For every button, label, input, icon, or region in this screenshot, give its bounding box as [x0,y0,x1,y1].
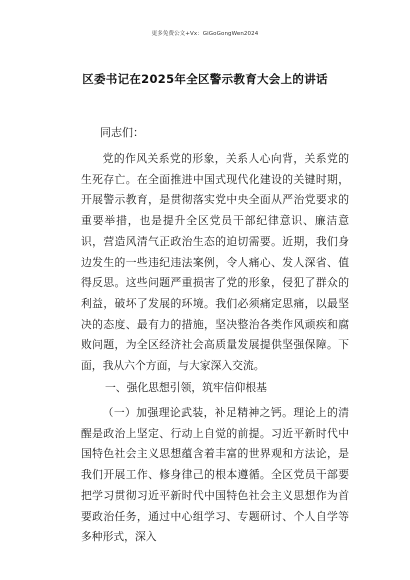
body-section-1 [81,403,349,548]
document-title: 区委书记在2025年全区警示教育大会上的讲话 [82,72,328,86]
body-section-intro [81,149,349,377]
paragraph-intro: 党的作风关系党的形象，关系人心向背，关系党的生死存亡。在全面推进中国式现代化建设的关键时期，开展警示教育，是贯彻落实党中央全面从严治党要求的重要举措，也是提升全区党员干部纪律意识、廉洁意识，营造风清气正政治生态的迫切需要。近期，我们身边发生的一些违纪违法案例，令人痛心、发人深省、值得反思。这些问题严重损害了党的形象，侵犯了群众的利益，破坏了发展的环境。我们必须痛定思痛，以最坚决的态度、最有力的措施，坚决整治各类作风顽疾和腐败问题，为全区经济社会高质量发展提供坚强保障。下面，我从六个方面，与大家深入交流。 [81,152,349,373]
section-heading-1: 一、强化思想引领，筑牢信仰根基 [105,381,267,394]
paragraph-1-1: （一）加强理论武装，补足精神之钙。理论上的清醒是政治上坚定、行动上自觉的前提。习近平新时代中国特色社会主义思想蕴含着丰富的世界观和方法论，是我们开展工作、修身律己的根本遵循。全区党员干部要把学习贯彻习近平新时代中国特色社会主义思想作为首要政治任务，通过中心组学习、专题研讨、个人自学等多种形式，深入 [81,406,349,544]
salutation: 同志们： [100,126,144,139]
watermark-text: 更多免费公文+Vx：GiGoGongWen2024 [151,31,259,37]
